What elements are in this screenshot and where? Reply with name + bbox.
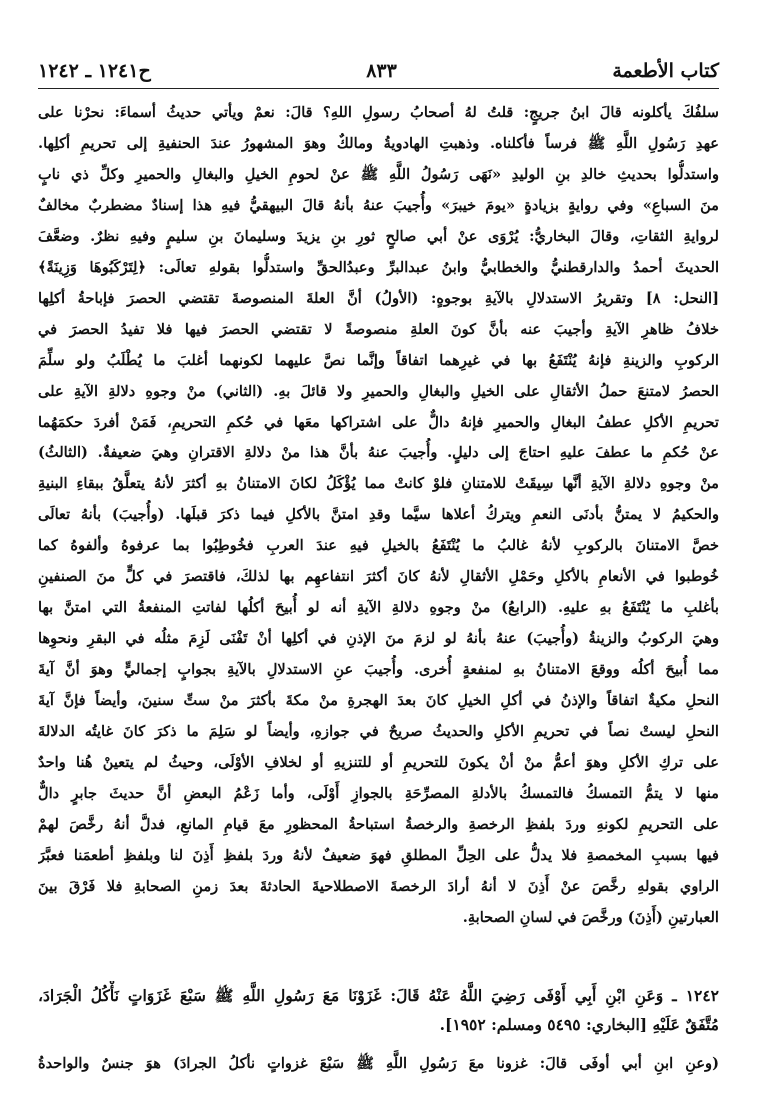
hadith-line: ١٢٤٢ ـ وَعَنِ ابْنِ أَبِي أَوْفَى رَضِيَ اللَّهُ عَنْهُ قَالَ: غَزَوْنَا مَعَ رَسُولِ اللَّهِ ﷺ سَبْعَ غَزَوَاتٍ نَأْكُلُ الْجَرَادَ، xyxy=(38,986,719,1005)
header-rule xyxy=(38,88,719,89)
hadith-text xyxy=(38,981,719,1039)
commentary-line: العبارتينِ (أَذِنَ) ورخَّصَ في لسانِ الصحابةِ. xyxy=(462,908,719,926)
commentary-line: فيها بسببِ المخمصةِ فلا يدلُّ على الحِلِّ المطلقِ فهوَ ضعيفٌ لأنهُ وردَ بلفظِ أَذِنَ لنا وبلفظِ أطعمَنا فعبَّرَ xyxy=(38,846,719,864)
commentary-line: [النحل: ٨] وتقريرُ الاستدلالِ بالآيةِ بوجوهٍ: (الأولُ) أنَّ العلةَ المنصوصةَ تقتضي الحصرَ فإباحةُ أكلِها xyxy=(38,289,719,307)
commentary-line: الراوي بقولهِ رخَّصَ عنْ أَذِنَ لا أنهُ أرادَ الرخصةَ الاصطلاحيةَ الحادثةَ بعدَ زمنِ الصحابةِ فلا فَرْقَ بينَ xyxy=(38,877,719,895)
commentary-line: بأغلبِ ما يُنْتَفَعُ بهِ عليهِ. (الرابعُ) منْ وجوهِ دلالةِ الآيةِ أنه لو أُبيحَ أكلُها لفاتتِ المنفعةُ التي امتنَّ بها xyxy=(38,599,719,617)
page-number: ٨٣٣ xyxy=(366,60,397,82)
commentary-line: واستدلُّوا بحديثِ خالدِ بنِ الوليدِ «نَهَى رَسُولُ اللَّهِ ﷺ عنْ لحومِ الخيلِ والبغالِ والحميرِ وكلِّ ذي نابٍ xyxy=(38,165,719,183)
commentary-line: على تركِ الأكلِ وهوَ أعمُّ منْ أنْ يكونَ للتحريمِ أو للتنزيهِ أو لخلافِ الأوْلَى، وحيثُ لم يتعينْ هُنا واحدٌ xyxy=(38,754,719,772)
commentary-line: الحديثَ أحمدُ والدارقطنيُّ والخطابيُّ وابنُ عبدالبرِّ وعبدُالحقِّ واستدلُّوا بقولهِ تعالَى: ﴿لِتَرْكَبُوهَا وَزِينَةً﴾ xyxy=(38,258,719,276)
volume-ref: ح١٢٤١ ـ ١٢٤٢ xyxy=(38,60,151,82)
commentary-line: تحريمِ الأكلِ عطفُ البغالِ والحميرِ فإنهُ دالٌّ على اشتراكها معَها في حُكمِ التحريمِ، فَمَنْ أفردَ حكمَهُما xyxy=(38,413,719,431)
commentary-line: خُوطبوا في الأنعامِ بالأكلِ وحَمْلِ الأثقالِ لأنهُ كانَ أكثرَ انتفاعهِم بها لذلكَ، فاقتصرَ في كلٍّ منَ الصنفينِ xyxy=(38,568,719,586)
commentary-line: منْ وجوهِ دلالةِ الآيةِ أنَّها سِيقَتْ للامتنانِ فلوْ كانتْ مما يُؤْكَلُ لكانَ الامتنانُ بهِ أكثرَ لأنهُ يتعلَّقُ ببقاءِ البنيةِ xyxy=(38,475,719,493)
commentary-line: الركوبِ والزينةِ فإنهُ يُنْتَفَعُ بها في غيرِهما اتفاقاً وإنَّما نصَّ عليهما لكونهما أغلبَ ما يُطْلَبُ ولو سلِّمَ xyxy=(38,351,719,369)
continuation-text xyxy=(38,1049,719,1079)
commentary-line: لروايةِ الثقاتِ، وقالَ البخاريُّ: يُرْوَى عنْ أبي صالحٍ ثورِ بنِ يزيدَ وسليمانَ بنِ سليمٍ وفيهِ نظرٌ. وضعَّفَ xyxy=(38,227,719,245)
commentary-line: عهدِ رَسُولِ اللَّهِ ﷺ فرساً فأكلناه. وذهبتِ الهادويةُ ومالكٌ وهوَ المشهورُ عندَ الحنفيةِ إلى تحريمِ أكلِها. xyxy=(38,134,719,152)
commentary-text xyxy=(38,98,719,934)
continuation-line: (وعنِ ابنِ أبي أوفَى قالَ: غزونا معَ رَسُولِ اللَّهِ ﷺ سَبْعَ غزواتٍ نأكلُ الجرادَ) هوَ جنسٌ والواحدةُ xyxy=(38,1055,719,1072)
commentary-line: خلافُ ظاهرِ الآيةِ وأجيبَ عنه بأنَّ كونَ العلةِ منصوصةً لا تقتضي الحصرَ فيها فلا تفيدُ الحصرَ في xyxy=(38,320,719,338)
commentary-line: النحلِ مكيةٌ اتفاقاً والإذنُ في أكلِ الخيلِ كانَ بعدَ الهجرةِ منْ مكةَ بأكثرَ منْ ستِّ سنينَ، وأيضاً فإنَّ آيةَ xyxy=(38,692,719,710)
commentary-line: وهيَ الركوبُ والزينةُ (وأُجيبَ) عنهُ بأنهُ لو لزمَ منَ الإذنِ في أكلِها أنْ تَفْنَى لَزِمَ مثلُه في البقرِ ونحوِها xyxy=(38,630,719,648)
commentary-line: الحصرُ لامتنعَ حملُ الأثقالِ على الخيلِ والبغالِ والحميرِ ولا قائلَ بهِ. (الثاني) منْ وجوهِ دلالةِ الآيةِ على xyxy=(38,382,719,400)
commentary-line: منَ السباعِ» وفي روايةٍ بزيادةٍ «يومَ خيبرَ» وأُجيبَ عنهُ بأنهُ قالَ البيهقيُّ فيهِ هذا إسنادٌ مضطربٌ مخالفٌ xyxy=(38,196,719,214)
commentary-line: والحكيمُ لا يمتنُّ بأدنَى النعمِ ويتركُ أعلاها سيَّما وقدِ امتنَّ بالأكلِ فيما ذكرَ قبلَها. (وأُجيبَ) بأنهُ تعالَى xyxy=(38,506,719,524)
commentary-line: عنْ حُكمِ ما عطفَ عليهِ احتاجَ إلى دليلٍ. وأُجيبَ عنهُ بأنَّ هذا منْ دلالةِ الاقترانِ وهيَ ضعيفةٌ. (الثالثُ) xyxy=(38,444,719,462)
book-title: كتاب الأطعمة xyxy=(612,60,719,82)
commentary-line: سلفُكَ يأكلونه قالَ ابنُ جريجٍ: قلتُ لهُ أصحابُ رسولِ اللهِ؟ قالَ: نعمْ ويأتي حديثُ أسماءَ: نحرْنا على xyxy=(38,104,719,121)
commentary-line: النحلِ ليستْ نصاً في تحريمِ الأكلِ والحديثُ صريحٌ في جوازهِ، وأيضاً لو سَلِمَ ما ذكرَ كانَ غايتُه الدلالةَ xyxy=(38,723,719,741)
commentary-line: خصَّ الامتنانَ بالركوبِ لأنهُ غالبُ ما يُنْتَفَعُ بالخيلِ فيهِ عندَ العربِ فخُوطِبُوا بما عرفوهُ وألفوهُ كما xyxy=(38,537,719,555)
commentary-line: منها لا يتمُّ التمسكُ فالتمسكُ بالأدلةِ المصرِّحَةِ بالجوازِ أَوْلَى، وأما زَعْمُ البعضِ أنَّ حديثَ جابرٍ دالٌّ xyxy=(38,784,719,802)
commentary-line: مما أُبيحَ أكلُه ووقعَ الامتنانُ بهِ لمنفعةٍ أُخرى. وأُجيبَ عنِ الاستدلالِ بالآيةِ بجوابٍ إجماليٍّ وهوَ أنَّ آيةَ xyxy=(38,661,719,679)
commentary-line: على التحريمِ لكونهِ وردَ بلفظِ الرخصةِ والرخصةُ استباحةُ المحظورِ معَ قيامِ المانعِ، فدلَّ أنهُ رخَّصَ لهمْ xyxy=(38,815,719,833)
page-header xyxy=(38,56,719,86)
hadith-line: مُتَّفَقٌ عَلَيْهِ [البخاري: ٥٤٩٥ ومسلم: ١٩٥٢]. xyxy=(439,1015,719,1034)
